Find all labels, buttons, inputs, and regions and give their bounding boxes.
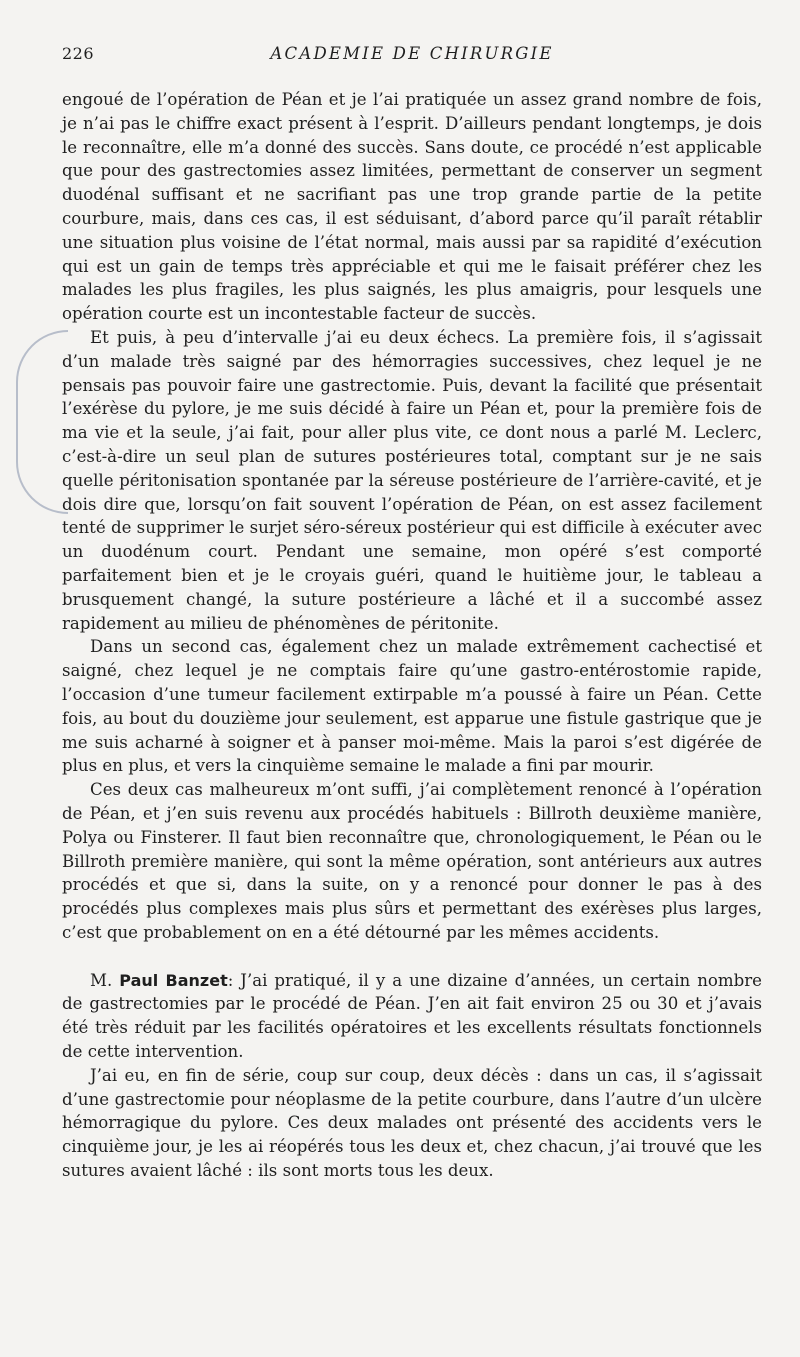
body-text	[62, 88, 762, 1183]
library-stamp	[16, 330, 68, 514]
paragraph-conclusion: Ces deux cas malheureux m’ont suffi, j’ai complètement renoncé à l’opération de Péan, et j’en suis revenu aux procédés habituels : Billroth deuxième manière, Polya ou Finsterer. Il faut bien reconnaître que, chronologiquement, le Péan ou le Billroth première manière, qui sont la même opération, sont antérieurs aux autres procédés et que si, dans la suite, on y a renoncé pour donner le pas à des procédés plus complexes mais plus sûrs et permettant des exérèses plus larges, c’est que probablement on en a été détourné par les mêmes accidents.	[62, 780, 762, 942]
page-header	[62, 44, 762, 70]
speaker-name: Paul Banzet	[119, 970, 228, 990]
speaker-prefix: M.	[90, 970, 120, 990]
paragraph-second-case: Dans un second cas, également chez un malade extrêmement cachectisé et saigné, chez lequel je ne comptais faire qu’une gastro-entérostomie rapide, l’occasion d’une tumeur facilement extirpable m’a poussé à faire un Péan. Cette fois, au bout du douzième jour seulement, est apparue une fistule gastrique que je me suis acharné à soigner et à panser moi-même. Mais la paroi s’est digérée de plus en plus, et vers la cinquième semaine le malade a fini par mourir.	[62, 637, 762, 776]
speech-text: : J’ai pratiqué, il y a une dizaine d’années, un certain nombre de gastrectomies par le procédé de Péan. J’en ait fait environ 25 ou 30 et j’avais été très réduit par les facilités opératoires et les excellents résultats fonctionnels de cette intervention.	[62, 970, 762, 1062]
section-gap	[62, 945, 762, 969]
paragraph-first-case: Et puis, à peu d’intervalle j’ai eu deux échecs. La première fois, il s’agissait d’un malade très saigné par des hémorragies successives, chez lequel je ne pensais pas pouvoir faire une gastrectomie. Puis, devant la facilité que présentait l’exérèse du pylore, je me suis décidé à faire un Péan et, pour la première fois de ma vie et la seule, j’ai fait, pour aller plus vite, ce dont nous a parlé M. Leclerc, c’est-à-dire un seul plan de sutures postérieures total, comptant sur je ne sais quelle péritonisation spontanée par la séreuse postérieure de l’arrière-cavité, et je dois dire que, lorsqu’on fait souvent l’opération de Péan, on est assez facilement tenté de supprimer le surjet séro-séreux postérieur qui est difficile à exécuter avec un duodénum court. Pendant une semaine, mon opéré s’est comporté parfaitement bien et je le croyais guéri, quand le huitième jour, le tableau a brusquement changé, la suture postérieure a lâché et il a succombé assez rapidement au milieu de phénomènes de péritonite.	[62, 327, 762, 633]
paragraph-banzet-intervention	[62, 969, 762, 1064]
page-number: 226	[62, 44, 95, 63]
paragraph-continuation: engoué de l’opération de Péan et je l’ai pratiquée un assez grand nombre de fois, je n’ai pas le chiffre exact présent à l’esprit. D’ailleurs pendant longtemps, je dois le reconnaître, elle m’a donné des succès. Sans doute, ce procédé n’est applicable que pour des gastrectomies assez limitées, permettant de conserver un segment duodénal suffisant et ne sacrifiant pas une trop grande partie de la petite courbure, mais, dans ces cas, il est séduisant, d’abord parce qu’il paraît rétablir une situation plus voisine de l’état normal, mais aussi par sa rapidité d’exécution qui est un gain de temps très appréciable et qui me le faisait préférer chez les malades les plus fragiles, les plus saignés, les plus amaigris, pour lesquels une opération courte est un incontestable facteur de succès.	[62, 90, 762, 324]
running-title: ACADEMIE DE CHIRURGIE	[270, 44, 554, 63]
paragraph-banzet-deaths: J’ai eu, en fin de série, coup sur coup, deux décès : dans un cas, il s’agissait d’une gastrectomie pour néoplasme de la petite courbure, dans l’autre d’un ulcère hémorragique du pylore. Ces deux malades ont présenté des accidents vers le cinquième jour, je les ai réopérés tous les deux et, chez chacun, j’ai trouvé que les sutures avaient lâché : ils sont morts tous les deux.	[62, 1065, 762, 1181]
